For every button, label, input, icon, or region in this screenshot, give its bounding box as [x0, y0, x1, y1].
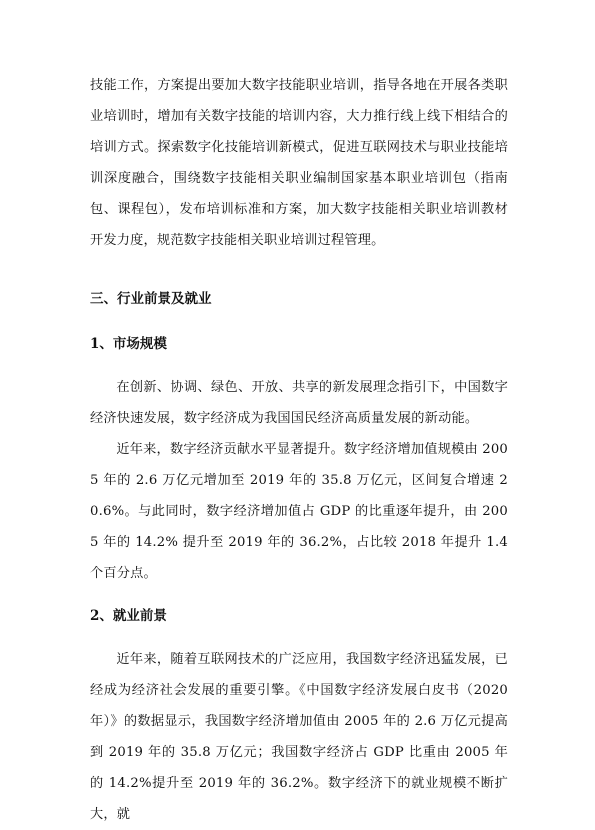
- document-body: [90, 70, 508, 830]
- market-paragraph-1: 在创新、协调、绿色、开放、共享的新发展理念指引下，中国数字经济快速发展，数字经济成为我国国民经济高质量发展的新动能。: [90, 380, 508, 426]
- employment-heading: 2、就业前景: [90, 608, 167, 624]
- employment-paragraph-1: 近年来，随着互联网技术的广泛应用，我国数字经济迅猛发展，已经成为经济社会发展的重要引擎。《中国数字经济发展白皮书（2020 年）》的数据显示，我国数字经济增加值由 2005 年的 2.6 万亿元提高到 2019 年的 35.8 万亿元；我国数字经济占 GDP 比重由 2005 年的 14.2%提升至 2019 年的 36.2%。数字经济下的就业规模不断扩大，就: [90, 652, 508, 822]
- market-paragraph-2: 近年来，数字经济贡献水平显著提升。数字经济增加值规模由 2005 年的 2.6 万亿元增加至 2019 年的 35.8 万亿元，区间复合增速 20.6%。与此同时，数字经济增加值占 GDP 的比重逐年提升，由 2005 年的 14.2% 提升至 2019 年的 36.2%，占比较 2018 年提升 1.4 个百分点。: [90, 442, 509, 581]
- section-heading: 三、行业前景及就业: [90, 291, 212, 307]
- market-size-heading: 1、市场规模: [90, 336, 167, 352]
- intro-paragraph: 技能工作，方案提出要加大数字技能职业培训，指导各地在开展各类职业培训时，增加有关数字技能的培训内容，大力推行线上线下相结合的培训方式。探索数字化技能培训新模式，促进互联网技术与职业技能培训深度融合，围绕数字技能相关职业编制国家基本职业培训包（指南包、课程包），发布培训标准和方案，加大数字技能相关职业培训教材开发力度，规范数字技能相关职业培训过程管理。: [90, 78, 508, 248]
